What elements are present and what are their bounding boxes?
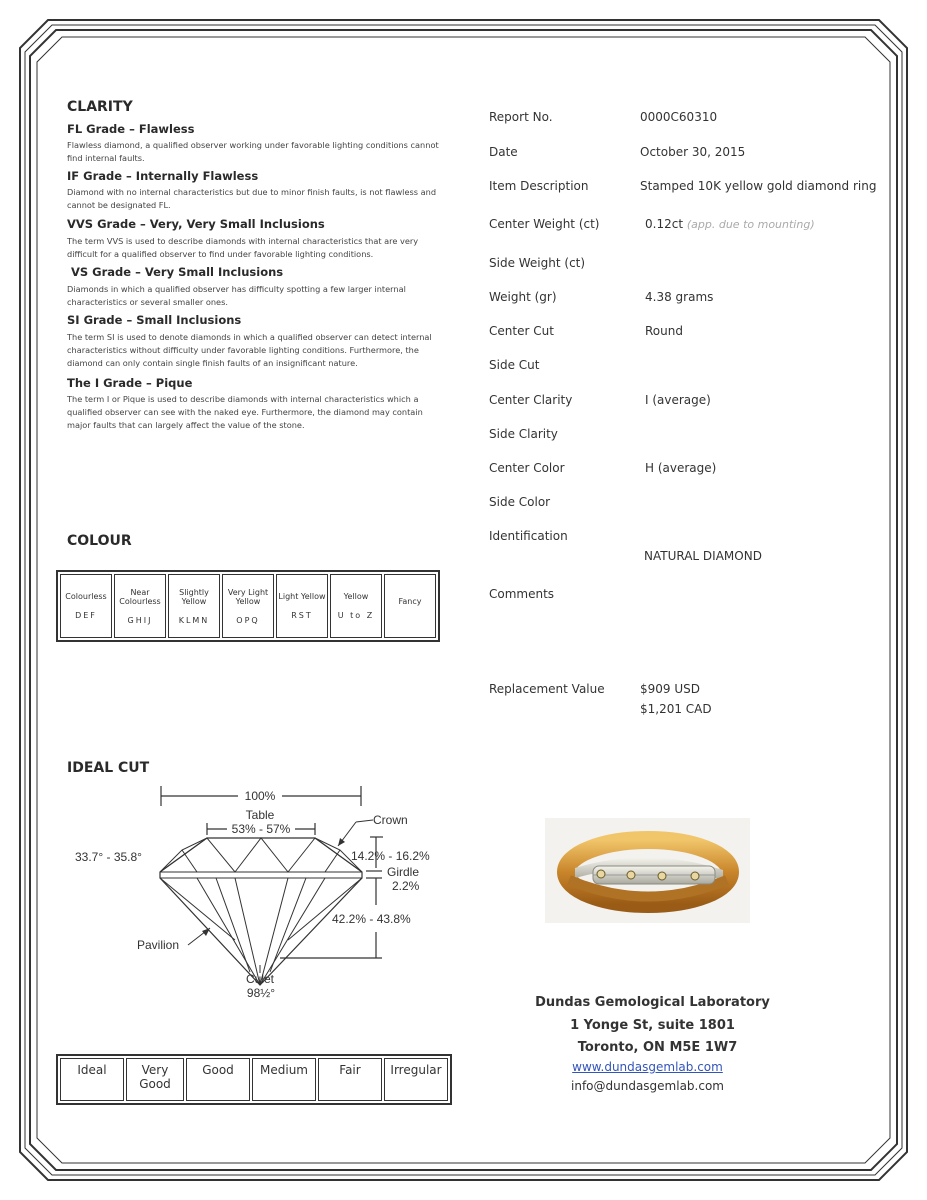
cut-grade-cell: Medium — [252, 1058, 316, 1101]
colour-cell: Slightly Yellow KLMN — [168, 574, 220, 638]
lab-website-link[interactable]: www.dundasgemlab.com — [572, 1060, 723, 1074]
comments-label: Comments — [489, 587, 555, 601]
ideal-cut-heading: IDEAL CUT — [67, 760, 150, 776]
weight-value: 4.38 grams — [645, 290, 714, 304]
grade-if-description: Diamond with no internal characteristics but due to minor finish faults, is not flawless and cannot be designated FL. — [67, 187, 437, 210]
replacement-value-label: Replacement Value — [489, 682, 605, 696]
total-width-label: 100% — [244, 789, 276, 803]
grade-si-description: The term SI is used to denote diamonds in which a qualified observer can detect internal characteristics without difficulty under favorable lighting conditions. Furthermore, the diamond can only contain single finish faults of an insignificant nature. — [67, 332, 432, 368]
table-range-label: 53% - 57% — [231, 822, 291, 836]
grade-vs-title: VS Grade – Very Small Inclusions — [71, 265, 284, 279]
culet-label: Culet — [245, 972, 275, 986]
diamond-cut-diagram — [60, 780, 460, 1005]
report-no-value: 0000C60310 — [640, 110, 718, 124]
girdle-value: 2.2% — [392, 879, 420, 893]
colour-cell: Colourless DEF — [60, 574, 112, 638]
culet-angle-label: 98½° — [246, 986, 276, 1000]
cut-grade-cell: Irregular — [384, 1058, 448, 1101]
grade-fl-description: Flawless diamond, a qualified observer working under favorable lighting conditions cannot find internal faults. — [67, 140, 439, 163]
cut-grade-cell: Fair — [318, 1058, 382, 1101]
grade-vvs-title: VVS Grade – Very, Very Small Inclusions — [67, 217, 325, 231]
colour-cell: Light Yellow RST — [276, 574, 328, 638]
clarity-heading: CLARITY — [67, 99, 133, 115]
grade-vs-description: Diamonds in which a qualified observer has difficulty spotting a few larger internal characteristics or several smaller ones. — [67, 284, 406, 307]
center-weight-value: 0.12ct (app. due to mounting) — [645, 217, 815, 231]
lab-email: info@dundasgemlab.com — [571, 1079, 724, 1093]
date-value: October 30, 2015 — [640, 145, 746, 159]
lab-name: Dundas Gemological Laboratory — [535, 995, 770, 1010]
replacement-value-usd: $909 USD — [640, 682, 700, 696]
grade-if-title: IF Grade – Internally Flawless — [67, 169, 259, 183]
item-description-label: Item Description — [489, 179, 589, 193]
grade-vvs-description: The term VVS is used to describe diamonds with internal characteristics that are very difficult for a qualified observer to find under favorable lighting conditions. — [67, 236, 419, 259]
report-no-label: Report No. — [489, 110, 553, 124]
center-weight-label: Center Weight (ct) — [489, 217, 600, 231]
identification-value: NATURAL DIAMOND — [644, 549, 762, 563]
cut-grade-cell: Very Good — [126, 1058, 184, 1101]
center-color-label: Center Color — [489, 461, 565, 475]
colour-scale-table — [56, 570, 440, 642]
table-label: Table — [245, 808, 275, 822]
crown-height-label: 14.2% - 16.2% — [351, 849, 430, 863]
girdle-label: Girdle — [387, 865, 420, 879]
grade-si-title: SI Grade – Small Inclusions — [67, 313, 242, 327]
side-weight-label: Side Weight (ct) — [489, 256, 586, 270]
cut-grade-table — [56, 1054, 452, 1105]
crown-angle-label: 33.7° - 35.8° — [75, 850, 142, 864]
cut-grade-cell: Ideal — [60, 1058, 124, 1101]
center-clarity-label: Center Clarity — [489, 393, 573, 407]
pavilion-label: Pavilion — [137, 938, 180, 952]
colour-cell: Fancy — [384, 574, 436, 638]
replacement-value-cad: $1,201 CAD — [640, 702, 712, 716]
pavilion-depth-label: 42.2% - 43.8% — [332, 912, 411, 926]
identification-label: Identification — [489, 529, 568, 543]
side-color-label: Side Color — [489, 495, 551, 509]
center-cut-label: Center Cut — [489, 324, 554, 338]
weight-label: Weight (gr) — [489, 290, 557, 304]
center-cut-value: Round — [645, 324, 683, 338]
lab-address-line2: Toronto, ON M5E 1W7 — [577, 1040, 738, 1055]
side-clarity-label: Side Clarity — [489, 427, 558, 441]
cut-grade-cell: Good — [186, 1058, 250, 1101]
center-color-value: H (average) — [645, 461, 717, 475]
grade-fl-title: FL Grade – Flawless — [67, 122, 195, 136]
colour-cell: Very Light Yellow OPQ — [222, 574, 274, 638]
colour-cell: Near Colourless GHIJ — [114, 574, 166, 638]
date-label: Date — [489, 145, 518, 159]
grade-i-description: The term I or Pique is used to describe diamonds with internal characteristics which a qualified observer can see with the naked eye. Furthermore, the diamond may contain major faults that can largely affect the value of the stone. — [67, 394, 423, 430]
lab-address-line1: 1 Yonge St, suite 1801 — [570, 1018, 735, 1033]
center-weight-note: (app. due to mounting) — [686, 218, 815, 231]
colour-heading: COLOUR — [67, 533, 132, 549]
side-cut-label: Side Cut — [489, 358, 540, 372]
crown-label: Crown — [373, 813, 408, 827]
colour-cell: Yellow U to Z — [330, 574, 382, 638]
grade-i-title: The I Grade – Pique — [67, 376, 193, 390]
item-description-value: Stamped 10K yellow gold diamond ring — [640, 179, 877, 193]
center-clarity-value: I (average) — [645, 393, 711, 407]
ring-photo — [545, 818, 750, 923]
